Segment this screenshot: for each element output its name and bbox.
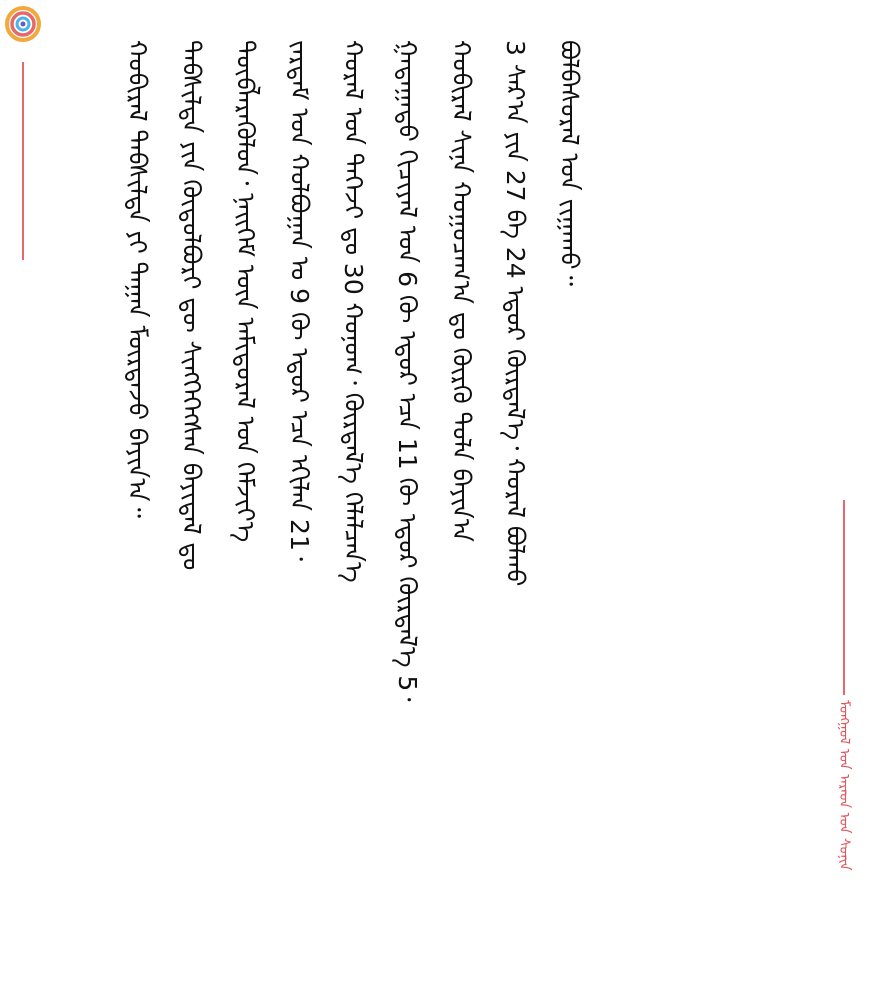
body-text: [110, 40, 790, 980]
right-divider: [843, 500, 845, 695]
page-caption: ᠮᠣᠩᠭᠣᠯ ᠤᠨ ᠠᠷᠠᠳ ᠤᠨ ᠰᠣᠨᠢᠨ: [836, 700, 852, 871]
body-line: 3 ᠰᠠᠷ᠎ᠠ ᠶᠢᠨ 27 ᠪᠠ 24 ᠡᠳᠦᠷ ᠬᠦᠷᠲᠡᠯ᠎ᠡ᠂ ᠬᠤᠷᠠᠯ ᠪᠣᠯᠬᠤ: [501, 40, 530, 587]
body-line: ᠲᠥᠪᠯᠡᠷᠡᠭᠦᠯᠦᠨ᠂ ᠨᠡᠢᠭᠡᠮ ᠦᠨ ᠠᠮᠢᠳᠤᠷᠠᠯ ᠤᠨ ᠬᠡᠮᠵᠢᠶ᠎ᠡ: [231, 40, 260, 543]
body-line: ᠵᠠᠷᠲᠠᠮ ᠤᠨ ᠬᠣᠯᠪᠣᠭᠠᠨ ᠤ 9 ᠬᠦ ᠡᠳᠦᠷ ᠡᠴᠡ ᠡᠬᠢᠯᠡᠨ 21᠂: [285, 40, 314, 561]
body-line: ᠳᠡᠪᠰᠢᠯᠲᠡ ᠶᠢᠨ ᠬᠥᠲᠥᠯᠪᠦᠷᠢ ᠳᠦ ᠰᠢᠩᠭᠡᠭᠡᠭᠰᠡᠨ ᠪᠠᠶᠢᠳᠠᠯ ᠳᠤ: [177, 40, 206, 571]
left-divider: [22, 62, 24, 260]
body-line: ᠬᠤᠪᠢᠷᠠᠯ ᠳᠡᠪᠰᠢᠯᠲᠡ ᠶᠢ ᠳᠠᠭᠠᠨ ᠮᠦᠷᠳᠡᠵᠦ ᠪᠠᠶᠢᠨ᠎ᠠ᠃: [123, 40, 152, 518]
body-line: ᠭᠠᠳᠠᠭᠠᠳᠤ ᠬᠢᠴᠢᠶᠡᠯ ᠤᠨ 6 ᠬᠦ ᠡᠳᠦᠷ ᠡᠴᠡ 11 ᠬᠦ ᠡᠳᠦᠷ ᠬᠦᠷᠲᠡᠯ᠎ᠡ 5᠂: [393, 40, 422, 702]
brand-logo: [4, 5, 42, 43]
body-line: ᠬᠤᠪᠢᠷᠠᠯ ᠰᠢᠨᠡ ᠬᠤᠭᠤᠴᠠᠭ᠎ᠠ ᠳᠤ ᠬᠦᠷᠬᠦ ᠲᠤᠯᠠ ᠪᠠᠶᠢᠨ᠎ᠠ: [447, 40, 476, 542]
body-line: ᠪᠣᠯᠪᠠᠰᠤᠷᠠᠯ ᠤᠨ ᠵᠢᠭᠠᠬᠤ᠃: [555, 40, 584, 286]
body-line: ᠬᠤᠷᠠᠯ ᠤᠨ ᠳᠡᠭᠡᠵᠢ ᠳᠤ 30 ᠬᠣᠨᠤᠭ᠂ ᠬᠦᠷᠲᠡᠯ᠎ᠡ ᠬᠡᠯᠡᠯᠴᠡᠨ᠎ᠡ: [339, 40, 368, 583]
